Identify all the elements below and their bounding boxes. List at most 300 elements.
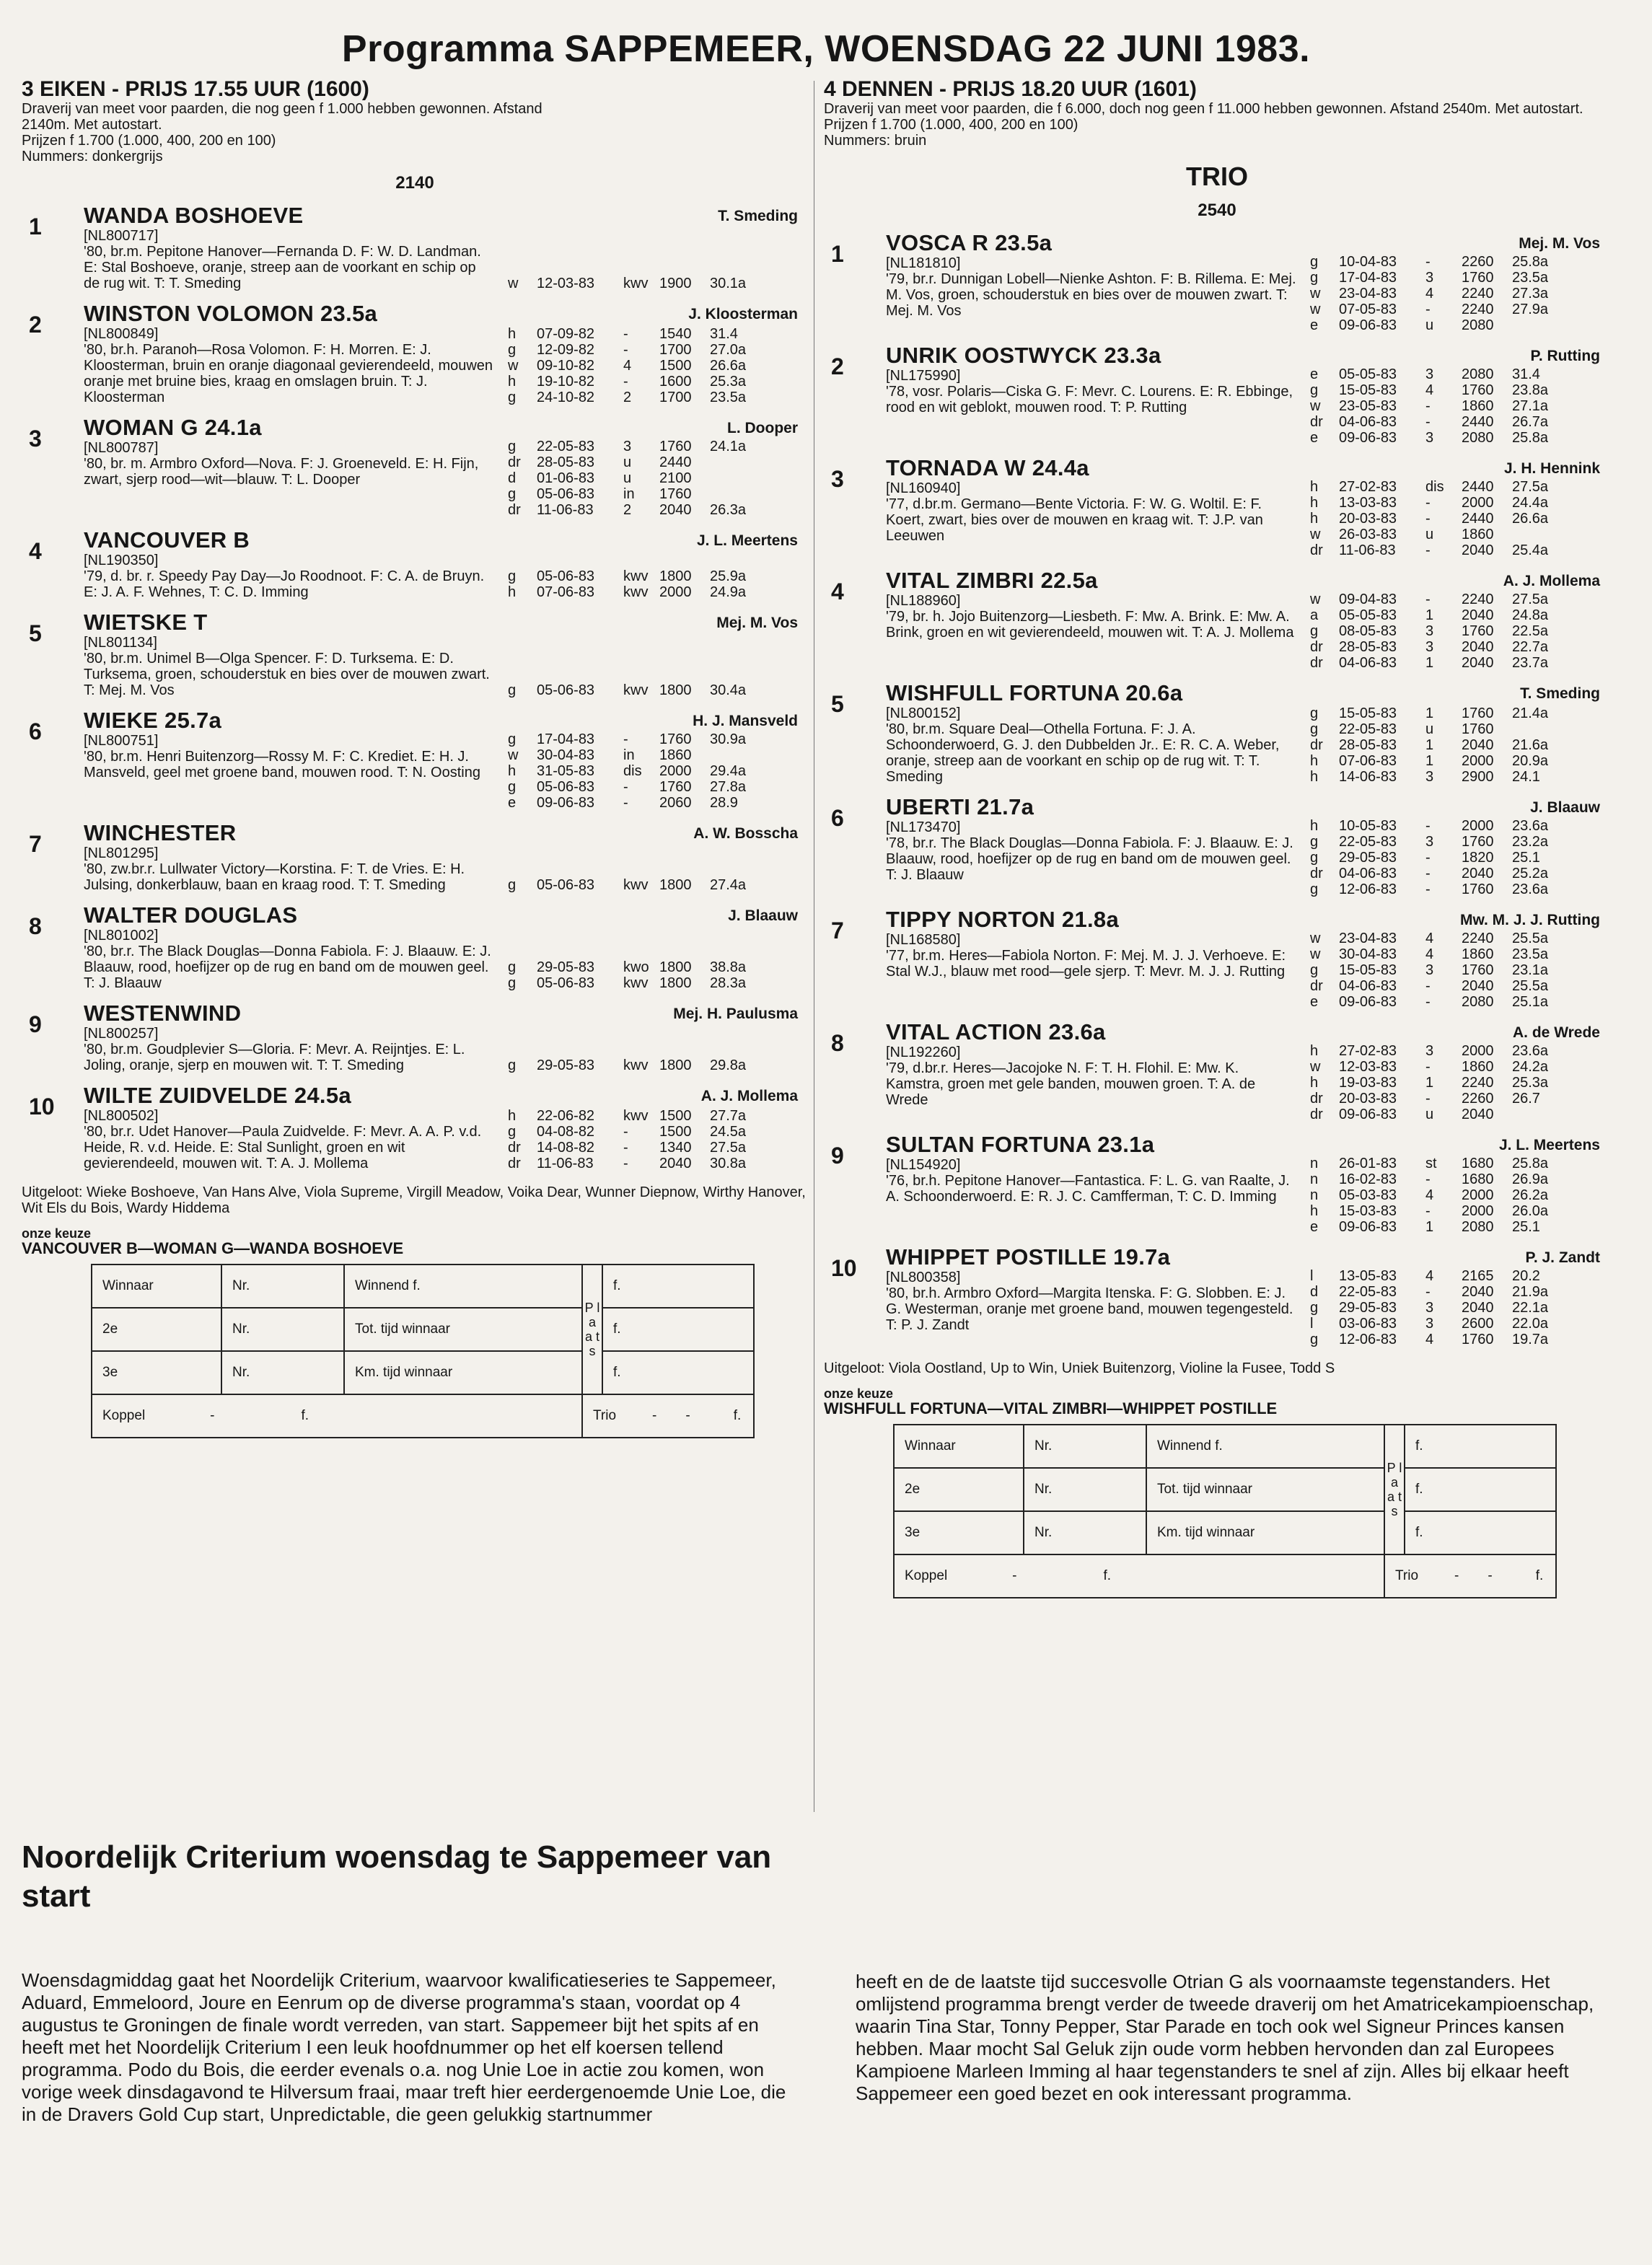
performance-cell: dr <box>1310 737 1323 753</box>
performance-cell: 15-05-83 <box>1339 382 1397 398</box>
performance-cell: g <box>1310 962 1319 978</box>
performance-cell: 24.2a <box>1512 1059 1549 1075</box>
performance-cell: 01-06-83 <box>537 470 595 486</box>
performance-cell: 25.9a <box>710 568 747 584</box>
horse-registration: [NL173470] <box>886 819 961 835</box>
performance-cell: dr <box>1310 1107 1323 1122</box>
race-4-column <box>824 78 1610 1598</box>
article-text-right: heeft en de de laatste tijd succesvolle Otrian G als voornaamste tegenstanders. Het omlijstend programma brengt verder de tweede draverij om het Amatricekampioenschap, waarin Tina Star, Tonny Pepper, Star Parade en toch ook wel Signeur Princes kansen hebben. Maar mocht Sal Geluk zijn oude vorm hebben hervonden dan zal Europees Kampioene Marleen Imming al haar tegenstanders te snel af zijn. Alles bij elkaar heeft Sappemeer een goed bezet en ook interessant programma. <box>856 1971 1594 2104</box>
performance-cell: 23-04-83 <box>1339 931 1397 946</box>
horse-pedigree: '80, br. m. Armbro Oxford—Nova. F: J. Groeneveld. E: H. Fijn, zwart, sjerp rood—wit—blauw. T: L. Dooper <box>84 456 479 488</box>
performance-cell: g <box>1310 1300 1319 1316</box>
horse-number: 4 <box>29 538 42 564</box>
our-choice-label: onze keuze <box>22 1226 92 1241</box>
trainer-name: T. Smeding <box>718 208 798 224</box>
performance-cell: 1 <box>1425 1219 1434 1235</box>
performance-row <box>1297 1107 1610 1122</box>
performance-cell: 4 <box>1425 1332 1434 1347</box>
performance-cell: e <box>1310 366 1319 382</box>
performance-cell: 2040 <box>1462 655 1494 671</box>
horse-name: WILTE ZUIDVELDE 24.5a <box>84 1083 351 1108</box>
performance-cell: 09-10-82 <box>537 358 595 374</box>
performance-cell: 26.6a <box>710 358 747 374</box>
performance-cell: 22.7a <box>1512 639 1549 655</box>
performance-cell: 2440 <box>1462 511 1494 527</box>
performance-row <box>1297 254 1610 270</box>
performance-cell: 24.1a <box>710 439 747 454</box>
performance-row <box>1297 382 1610 398</box>
trainer-name: J. L. Meertens <box>696 532 798 549</box>
performance-cell: - <box>623 374 628 390</box>
trainer-name: Mej. M. Vos <box>716 615 798 631</box>
horse-entry <box>22 1083 808 1171</box>
performance-cell: n <box>1310 1171 1319 1187</box>
horse-name: WISHFULL FORTUNA 20.6a <box>886 680 1183 705</box>
performance-cell: u <box>1425 721 1434 737</box>
performance-cell: 24.9a <box>710 584 747 600</box>
payout-table <box>91 1264 755 1438</box>
horse-number: 2 <box>29 312 42 338</box>
performance-list <box>495 1001 808 1073</box>
performance-cell: 1500 <box>659 1124 692 1140</box>
performance-cell: dr <box>1310 866 1323 881</box>
performance-cell: kwv <box>623 584 649 600</box>
horse-name: WESTENWIND <box>84 1000 242 1026</box>
horse-name: TIPPY NORTON 21.8a <box>886 907 1119 932</box>
performance-cell: 1800 <box>659 682 692 698</box>
performance-cell: kwo <box>623 959 649 975</box>
performance-cell: g <box>508 1124 517 1140</box>
performance-cell: e <box>1310 430 1319 446</box>
horse-pedigree: '80, br.h. Armbro Oxford—Margita Itenska. F: G. Slobben. E: J. G. Westerman, oranje met groene band, mouwen tegengesteld. T: P. J. Zandt <box>886 1285 1293 1333</box>
performance-cell: 11-06-83 <box>537 1156 594 1171</box>
performance-cell: l <box>1310 1316 1314 1332</box>
performance-cell: 2440 <box>659 454 692 470</box>
horse-info <box>886 681 1297 785</box>
koppel-f: f. <box>301 1408 309 1423</box>
performance-cell: 1500 <box>659 1108 692 1124</box>
performance-cell: 16-02-83 <box>1339 1171 1397 1187</box>
performance-cell: 2040 <box>1462 542 1494 558</box>
horse-pedigree: '80, br.m. Goudplevier S—Gloria. F: Mevr. A. Reijntjes. E: L. Joling, oranje, sjerp en mouwen wit. T: T. Smeding <box>84 1042 465 1073</box>
performance-cell: g <box>1310 881 1319 897</box>
performance-cell: 23-04-83 <box>1339 286 1397 302</box>
performance-row <box>495 390 808 405</box>
performance-cell: - <box>1425 1284 1431 1300</box>
performance-cell: 29-05-83 <box>1339 1300 1397 1316</box>
performance-row <box>1297 366 1610 382</box>
performance-cell: 2240 <box>1462 286 1494 302</box>
performance-row <box>1297 1203 1610 1219</box>
payout-nr-label: Nr. <box>221 1351 344 1394</box>
horse-name: UNRIK OOSTWYCK 23.3a <box>886 343 1161 368</box>
our-choice: VANCOUVER B—WOMAN G—WANDA BOSHOEVE <box>22 1239 404 1257</box>
performance-row <box>1297 850 1610 866</box>
performance-cell: 25.5a <box>1512 931 1549 946</box>
performance-row <box>1297 931 1610 946</box>
performance-row <box>495 795 808 811</box>
performance-cell: 12-06-83 <box>1339 1332 1397 1347</box>
performance-cell: - <box>1425 254 1431 270</box>
horse-entry <box>22 1001 808 1073</box>
performance-row <box>1297 317 1610 333</box>
performance-cell: 04-06-83 <box>1339 414 1397 430</box>
koppel-cell <box>894 1554 1384 1598</box>
performance-row <box>1297 753 1610 769</box>
performance-cell: 22-05-83 <box>537 439 595 454</box>
performance-cell: g <box>508 439 517 454</box>
article-text-left: Woensdagmiddag gaat het Noordelijk Criterium, waarvoor kwalificatieseries te Sappemeer, Aduard, Emmeloord, Joure en Eenrum op de diverse programma's staan, voordat op 4 augustus te Groningen de finale wordt verreden, van start. Sappemeer bijt het spits af en heeft met het Noordelijk Criterium I een leuk hoofdnummer op het elf koersen tellend programma. Podo du Bois, die eerder evenals o.a. nog Unie Loe in actie zou komen, won vorige week dinsdagavond te Hilversum fraai, maar treft hier eerdergenoemde Unie Loe, die in de Dravers Gold Cup start, Unpredictable, die geen gelukkig startnummer <box>22 1969 786 2125</box>
performance-list <box>495 708 808 811</box>
performance-cell: d <box>1310 1284 1319 1300</box>
payout-info-label: Winnend f. <box>344 1265 582 1308</box>
horse-registration: [NL800358] <box>886 1270 961 1285</box>
horse-registration: [NL800787] <box>84 440 159 456</box>
performance-row <box>1297 1187 1610 1203</box>
performance-row <box>1297 1316 1610 1332</box>
performance-cell: 27.3a <box>1512 286 1549 302</box>
performance-row <box>495 779 808 795</box>
performance-cell: a <box>1310 607 1319 623</box>
performance-cell: 28-05-83 <box>537 454 595 470</box>
performance-cell: 2440 <box>1462 414 1494 430</box>
performance-cell: 2080 <box>1462 994 1494 1010</box>
horse-entry <box>824 907 1610 1010</box>
koppel-f: f. <box>1103 1568 1112 1583</box>
horse-entry <box>824 681 1610 785</box>
performance-row <box>495 486 808 502</box>
performance-cell: g <box>508 877 517 893</box>
performance-cell: w <box>1310 398 1321 414</box>
performance-row <box>495 1156 808 1171</box>
payout-amount-label: f. <box>602 1308 754 1351</box>
performance-cell: 1680 <box>1462 1156 1494 1171</box>
performance-cell: 2040 <box>659 1156 692 1171</box>
performance-cell: 1760 <box>1462 705 1494 721</box>
performance-row <box>495 374 808 390</box>
payout-info-label: Km. tijd winnaar <box>1146 1511 1384 1554</box>
horse-pedigree: '79, br.r. Dunnigan Lobell—Nienke Ashton. F: B. Rillema. E: Mej. M. Vos, groen, schouderstuk en bies over de mouwen zwart. T: Mej. M. Vos <box>886 271 1296 319</box>
performance-cell: 07-06-83 <box>1339 753 1397 769</box>
trainer-name: A. W. Bosscha <box>693 825 798 842</box>
performance-cell: 26-01-83 <box>1339 1156 1397 1171</box>
performance-cell: 4 <box>1425 382 1434 398</box>
performance-cell: 2040 <box>1462 866 1494 881</box>
performance-cell: h <box>508 584 517 600</box>
performance-cell: 2080 <box>1462 366 1494 382</box>
performance-row <box>1297 527 1610 542</box>
performance-cell: in <box>623 747 635 763</box>
performance-cell: 12-03-83 <box>537 276 595 291</box>
race-3-column <box>22 78 808 1438</box>
performance-cell: 2000 <box>659 763 692 779</box>
horse-number: 6 <box>29 718 42 744</box>
horse-pedigree: '80, br.r. The Black Douglas—Donna Fabiola. F: J. Blaauw. E: J. Blaauw, rood, hoefijzer op de rug en band om de mouwen geel. T: J. Blaauw <box>84 944 491 991</box>
performance-cell: 1800 <box>659 1057 692 1073</box>
performance-list <box>495 903 808 991</box>
performance-row <box>495 358 808 374</box>
performance-cell: 17-04-83 <box>1339 270 1397 286</box>
performance-cell: 1760 <box>1462 834 1494 850</box>
performance-cell <box>710 454 768 470</box>
performance-list <box>1297 456 1610 558</box>
performance-row <box>1297 1284 1610 1300</box>
performance-cell: 22.5a <box>1512 623 1549 639</box>
performance-cell: 23.2a <box>1512 834 1549 850</box>
performance-cell: 19-10-82 <box>537 374 595 390</box>
performance-cell: 1760 <box>1462 623 1494 639</box>
performance-cell: u <box>1425 1107 1434 1122</box>
performance-cell: 2040 <box>1462 978 1494 994</box>
performance-row <box>495 975 808 991</box>
our-choice-label: onze keuze <box>824 1386 894 1401</box>
performance-cell: 1340 <box>659 1140 692 1156</box>
horse-name: UBERTI 21.7a <box>886 794 1034 819</box>
horse-pedigree: '80, br.h. Paranoh—Rosa Volomon. F: H. Morren. E: J. Kloosterman, bruin en oranje diagonaal gevierendeeld, mouwen oranje met bruine bies, kraag en omslagen bruin. T: J. Kloosterman <box>84 342 493 405</box>
performance-cell: 12-09-82 <box>537 342 595 358</box>
performance-cell: 1760 <box>1462 270 1494 286</box>
horse-pedigree: '80, br.m. Pepitone Hanover—Fernanda D. F: W. D. Landman. E: Stal Boshoeve, oranje, streep aan de voorkant en schip op de rug wit. T: T. Smeding <box>84 244 481 291</box>
performance-cell: 3 <box>1425 769 1434 785</box>
horse-registration: [NL801134] <box>84 635 157 651</box>
performance-cell: 23.5a <box>1512 946 1549 962</box>
performance-cell: 17-04-83 <box>537 731 595 747</box>
race-conditions: Draverij van meet voor paarden, die nog geen f 1.000 hebben gewonnen. Afstand 2140m. Met autostart. Prijzen f 1.700 (1.000, 400, 200 en 100) Nummers: donkergrijs <box>22 101 542 164</box>
koppel-koppel: Koppel <box>102 1408 146 1423</box>
performance-cell: 29-05-83 <box>537 959 595 975</box>
performance-cell: 1860 <box>1462 398 1494 414</box>
performance-list <box>495 415 808 518</box>
withdrawn-list: Uitgeloot: Viola Oostland, Up to Win, Uniek Buitenzorg, Violine la Fusee, Todd S <box>824 1360 1335 1376</box>
performance-cell: 31-05-83 <box>537 763 595 779</box>
performance-row <box>495 502 808 518</box>
performance-cell <box>1512 317 1570 333</box>
performance-cell: h <box>1310 511 1319 527</box>
horse-pedigree: '77, d.br.m. Germano—Bente Victoria. F: W. G. Woltil. E: F. Koert, zwart, bies over de mouwen en kraag wit. T: J.P. van Leeuwen <box>886 496 1263 544</box>
performance-cell: 1 <box>1425 655 1434 671</box>
article-title: Noordelijk Criterium woensdag te Sappemeer van start <box>22 1839 772 1914</box>
performance-cell: 1 <box>1425 737 1434 753</box>
payout-info-label: Tot. tijd winnaar <box>1146 1468 1384 1511</box>
horse-name: WINSTON VOLOMON 23.5a <box>84 301 378 326</box>
performance-cell: 05-06-83 <box>537 486 595 502</box>
performance-cell: 2040 <box>1462 607 1494 623</box>
performance-cell: 2000 <box>1462 495 1494 511</box>
trio-cell <box>1384 1554 1556 1598</box>
performance-row <box>1297 623 1610 639</box>
performance-cell: 2440 <box>1462 479 1494 495</box>
performance-cell: g <box>508 682 517 698</box>
horse-pedigree: '78, br.r. The Black Douglas—Donna Fabiola. F: J. Blaauw. E: J. Blaauw, rood, hoefijzer op de rug en band om de mouwen geel. T: J. Blaauw <box>886 835 1293 883</box>
performance-row <box>495 326 808 342</box>
performance-cell: g <box>1310 721 1319 737</box>
horse-entry <box>22 610 808 698</box>
performance-cell: 28.9 <box>710 795 738 811</box>
performance-row <box>495 1108 808 1124</box>
performance-cell: 1860 <box>1462 527 1494 542</box>
performance-list <box>495 821 808 893</box>
performance-cell: kwv <box>623 568 649 584</box>
koppel-dash: - <box>1012 1568 1017 1583</box>
performance-row <box>1297 1332 1610 1347</box>
horse-pedigree: '80, br.r. Udet Hanover—Paula Zuidvelde. F: Mevr. A. A. P. v.d. Heide, R. v.d. Heide. E: Stal Sunlight, groen en wit gevierendeeld, mouwen wit. T: A. J. Mollema <box>84 1124 482 1171</box>
performance-cell: in <box>623 486 635 502</box>
performance-cell: dr <box>1310 978 1323 994</box>
payout-nr-label: Nr. <box>221 1265 344 1308</box>
performance-list <box>1297 1245 1610 1347</box>
performance-cell: 1900 <box>659 276 692 291</box>
performance-row <box>1297 1043 1610 1059</box>
performance-row <box>1297 591 1610 607</box>
payout-nr-label: Nr. <box>221 1308 344 1351</box>
horse-name: VITAL ACTION 23.6a <box>886 1019 1106 1044</box>
performance-cell: 24.4a <box>1512 495 1549 511</box>
payout-place-label: Winnaar <box>92 1265 221 1308</box>
performance-cell: 1800 <box>659 568 692 584</box>
horse-registration: [NL800849] <box>84 326 159 342</box>
performance-cell: 1500 <box>659 358 692 374</box>
performance-cell: 24.8a <box>1512 607 1549 623</box>
trainer-name: H. J. Mansveld <box>693 713 798 729</box>
performance-cell: 2000 <box>1462 1187 1494 1203</box>
performance-cell: - <box>623 1140 628 1156</box>
performance-cell: 26.7a <box>1512 414 1549 430</box>
performance-cell: 04-06-83 <box>1339 978 1397 994</box>
performance-cell: g <box>1310 1332 1319 1347</box>
performance-row <box>495 1124 808 1140</box>
performance-cell: 07-09-82 <box>537 326 595 342</box>
performance-cell: 10-04-83 <box>1339 254 1397 270</box>
performance-cell: 15-05-83 <box>1339 962 1397 978</box>
performance-cell: - <box>1425 866 1431 881</box>
performance-cell: 1 <box>1425 705 1434 721</box>
horse-info <box>886 1245 1297 1347</box>
performance-row <box>1297 721 1610 737</box>
horse-entry <box>824 1132 1610 1235</box>
performance-cell: 22.1a <box>1512 1300 1549 1316</box>
performance-cell: 2260 <box>1462 254 1494 270</box>
performance-row <box>1297 286 1610 302</box>
performance-cell: 26.6a <box>1512 511 1549 527</box>
performance-cell: 19.7a <box>1512 1332 1549 1347</box>
performance-cell: g <box>508 975 517 991</box>
trainer-name: A. J. Mollema <box>700 1088 798 1104</box>
performance-cell <box>1512 721 1570 737</box>
trainer-name: Mej. H. Paulusma <box>673 1006 798 1022</box>
performance-cell: 05-06-83 <box>537 975 595 991</box>
performance-cell: 23.6a <box>1512 1043 1549 1059</box>
performance-cell: u <box>623 454 632 470</box>
performance-row <box>1297 398 1610 414</box>
performance-cell: 1700 <box>659 390 692 405</box>
performance-cell: 1760 <box>1462 721 1494 737</box>
performance-cell: 2040 <box>1462 1300 1494 1316</box>
performance-cell: dr <box>1310 655 1323 671</box>
performance-row <box>1297 542 1610 558</box>
horse-info <box>84 415 495 518</box>
performance-row <box>495 1057 808 1073</box>
performance-row <box>1297 1075 1610 1091</box>
performance-cell: w <box>1310 946 1321 962</box>
performance-cell: g <box>1310 623 1319 639</box>
performance-cell: 12-03-83 <box>1339 1059 1397 1075</box>
horse-registration: [NL801295] <box>84 845 159 861</box>
performance-cell: 2080 <box>1462 1219 1494 1235</box>
horse-pedigree: '80, br.m. Square Deal—Othella Fortuna. F: J. A. Schoonderwoerd, G. J. den Dubbelden Jr.. E: R. C. A. Weber, oranje, streep aan de voorkant en schip op de rug wit. T: T. Smeding <box>886 721 1280 785</box>
performance-cell: 1540 <box>659 326 692 342</box>
payout-nr-label: Nr. <box>1024 1511 1146 1554</box>
performance-cell: 22-05-83 <box>1339 834 1397 850</box>
performance-list <box>495 610 808 698</box>
performance-cell: 1760 <box>659 731 692 747</box>
performance-cell: 2240 <box>1462 931 1494 946</box>
payout-info-label: Winnend f. <box>1146 1425 1384 1468</box>
performance-row <box>1297 1059 1610 1075</box>
horse-info <box>886 343 1297 446</box>
payout-info-label: Tot. tijd winnaar <box>344 1308 582 1351</box>
race-conditions: Draverij van meet voor paarden, die f 6.000, doch nog geen f 11.000 hebben gewonnen. Afstand 2540m. Met autostart. Prijzen f 1.700 (1.000, 400, 200 en 100) Nummers: bruin <box>824 101 1583 149</box>
performance-cell: 3 <box>1425 639 1434 655</box>
performance-cell: u <box>1425 527 1434 542</box>
race-distance: 2540 <box>1198 201 1236 220</box>
payout-place-label: 2e <box>92 1308 221 1351</box>
horse-registration: [NL800751] <box>84 733 159 749</box>
horse-pedigree: '78, vosr. Polaris—Ciska G. F: Mevr. C. Lourens. E: R. Ebbinge, rood en wit geblokt, mouwen rood. T: P. Rutting <box>886 384 1293 415</box>
horse-number: 2 <box>831 353 844 379</box>
performance-cell: 12-06-83 <box>1339 881 1397 897</box>
horse-info <box>886 1020 1297 1122</box>
trainer-name: J. Blaauw <box>1530 799 1600 816</box>
performance-cell <box>1512 527 1570 542</box>
performance-cell: 3 <box>1425 623 1434 639</box>
horse-entry <box>22 528 808 600</box>
horse-info <box>84 302 495 405</box>
performance-cell: g <box>1310 850 1319 866</box>
payout-info-label: Km. tijd winnaar <box>344 1351 582 1394</box>
performance-cell: dr <box>1310 414 1323 430</box>
performance-row <box>1297 430 1610 446</box>
horse-registration: [NL800152] <box>886 705 961 721</box>
performance-cell: g <box>1310 270 1319 286</box>
horse-entry <box>824 568 1610 671</box>
horse-name: WALTER DOUGLAS <box>84 902 298 928</box>
performance-cell: 2080 <box>1462 317 1494 333</box>
horse-name: TORNADA W 24.4a <box>886 455 1089 480</box>
performance-cell: - <box>1425 511 1431 527</box>
performance-cell: 2080 <box>1462 430 1494 446</box>
payout-place-label: Winnaar <box>894 1425 1024 1468</box>
horse-entry <box>22 302 808 405</box>
performance-cell: 28-05-83 <box>1339 737 1397 753</box>
performance-cell: 26.3a <box>710 502 747 518</box>
performance-cell: 05-05-83 <box>1339 607 1397 623</box>
performance-cell: 23.1a <box>1512 962 1549 978</box>
performance-cell: 2 <box>623 390 632 405</box>
performance-cell: 2600 <box>1462 1316 1494 1332</box>
performance-cell: 27.1a <box>1512 398 1549 414</box>
performance-row <box>1297 881 1610 897</box>
performance-row <box>1297 1268 1610 1284</box>
performance-cell: 24.5a <box>710 1124 747 1140</box>
horse-pedigree: '77, br.m. Heres—Fabiola Norton. F: Mej. M. J. J. Verhoeve. E: Stal W.J., blauw met rood—gele sjerp. T: Mevr. M. J. J. Rutting <box>886 948 1286 980</box>
koppel-koppel: Koppel <box>905 1568 948 1583</box>
performance-cell <box>1512 1107 1570 1122</box>
performance-cell: g <box>508 568 517 584</box>
performance-cell: - <box>1425 398 1431 414</box>
performance-list <box>1297 1020 1610 1122</box>
performance-row <box>1297 1091 1610 1107</box>
performance-cell: - <box>1425 1171 1431 1187</box>
